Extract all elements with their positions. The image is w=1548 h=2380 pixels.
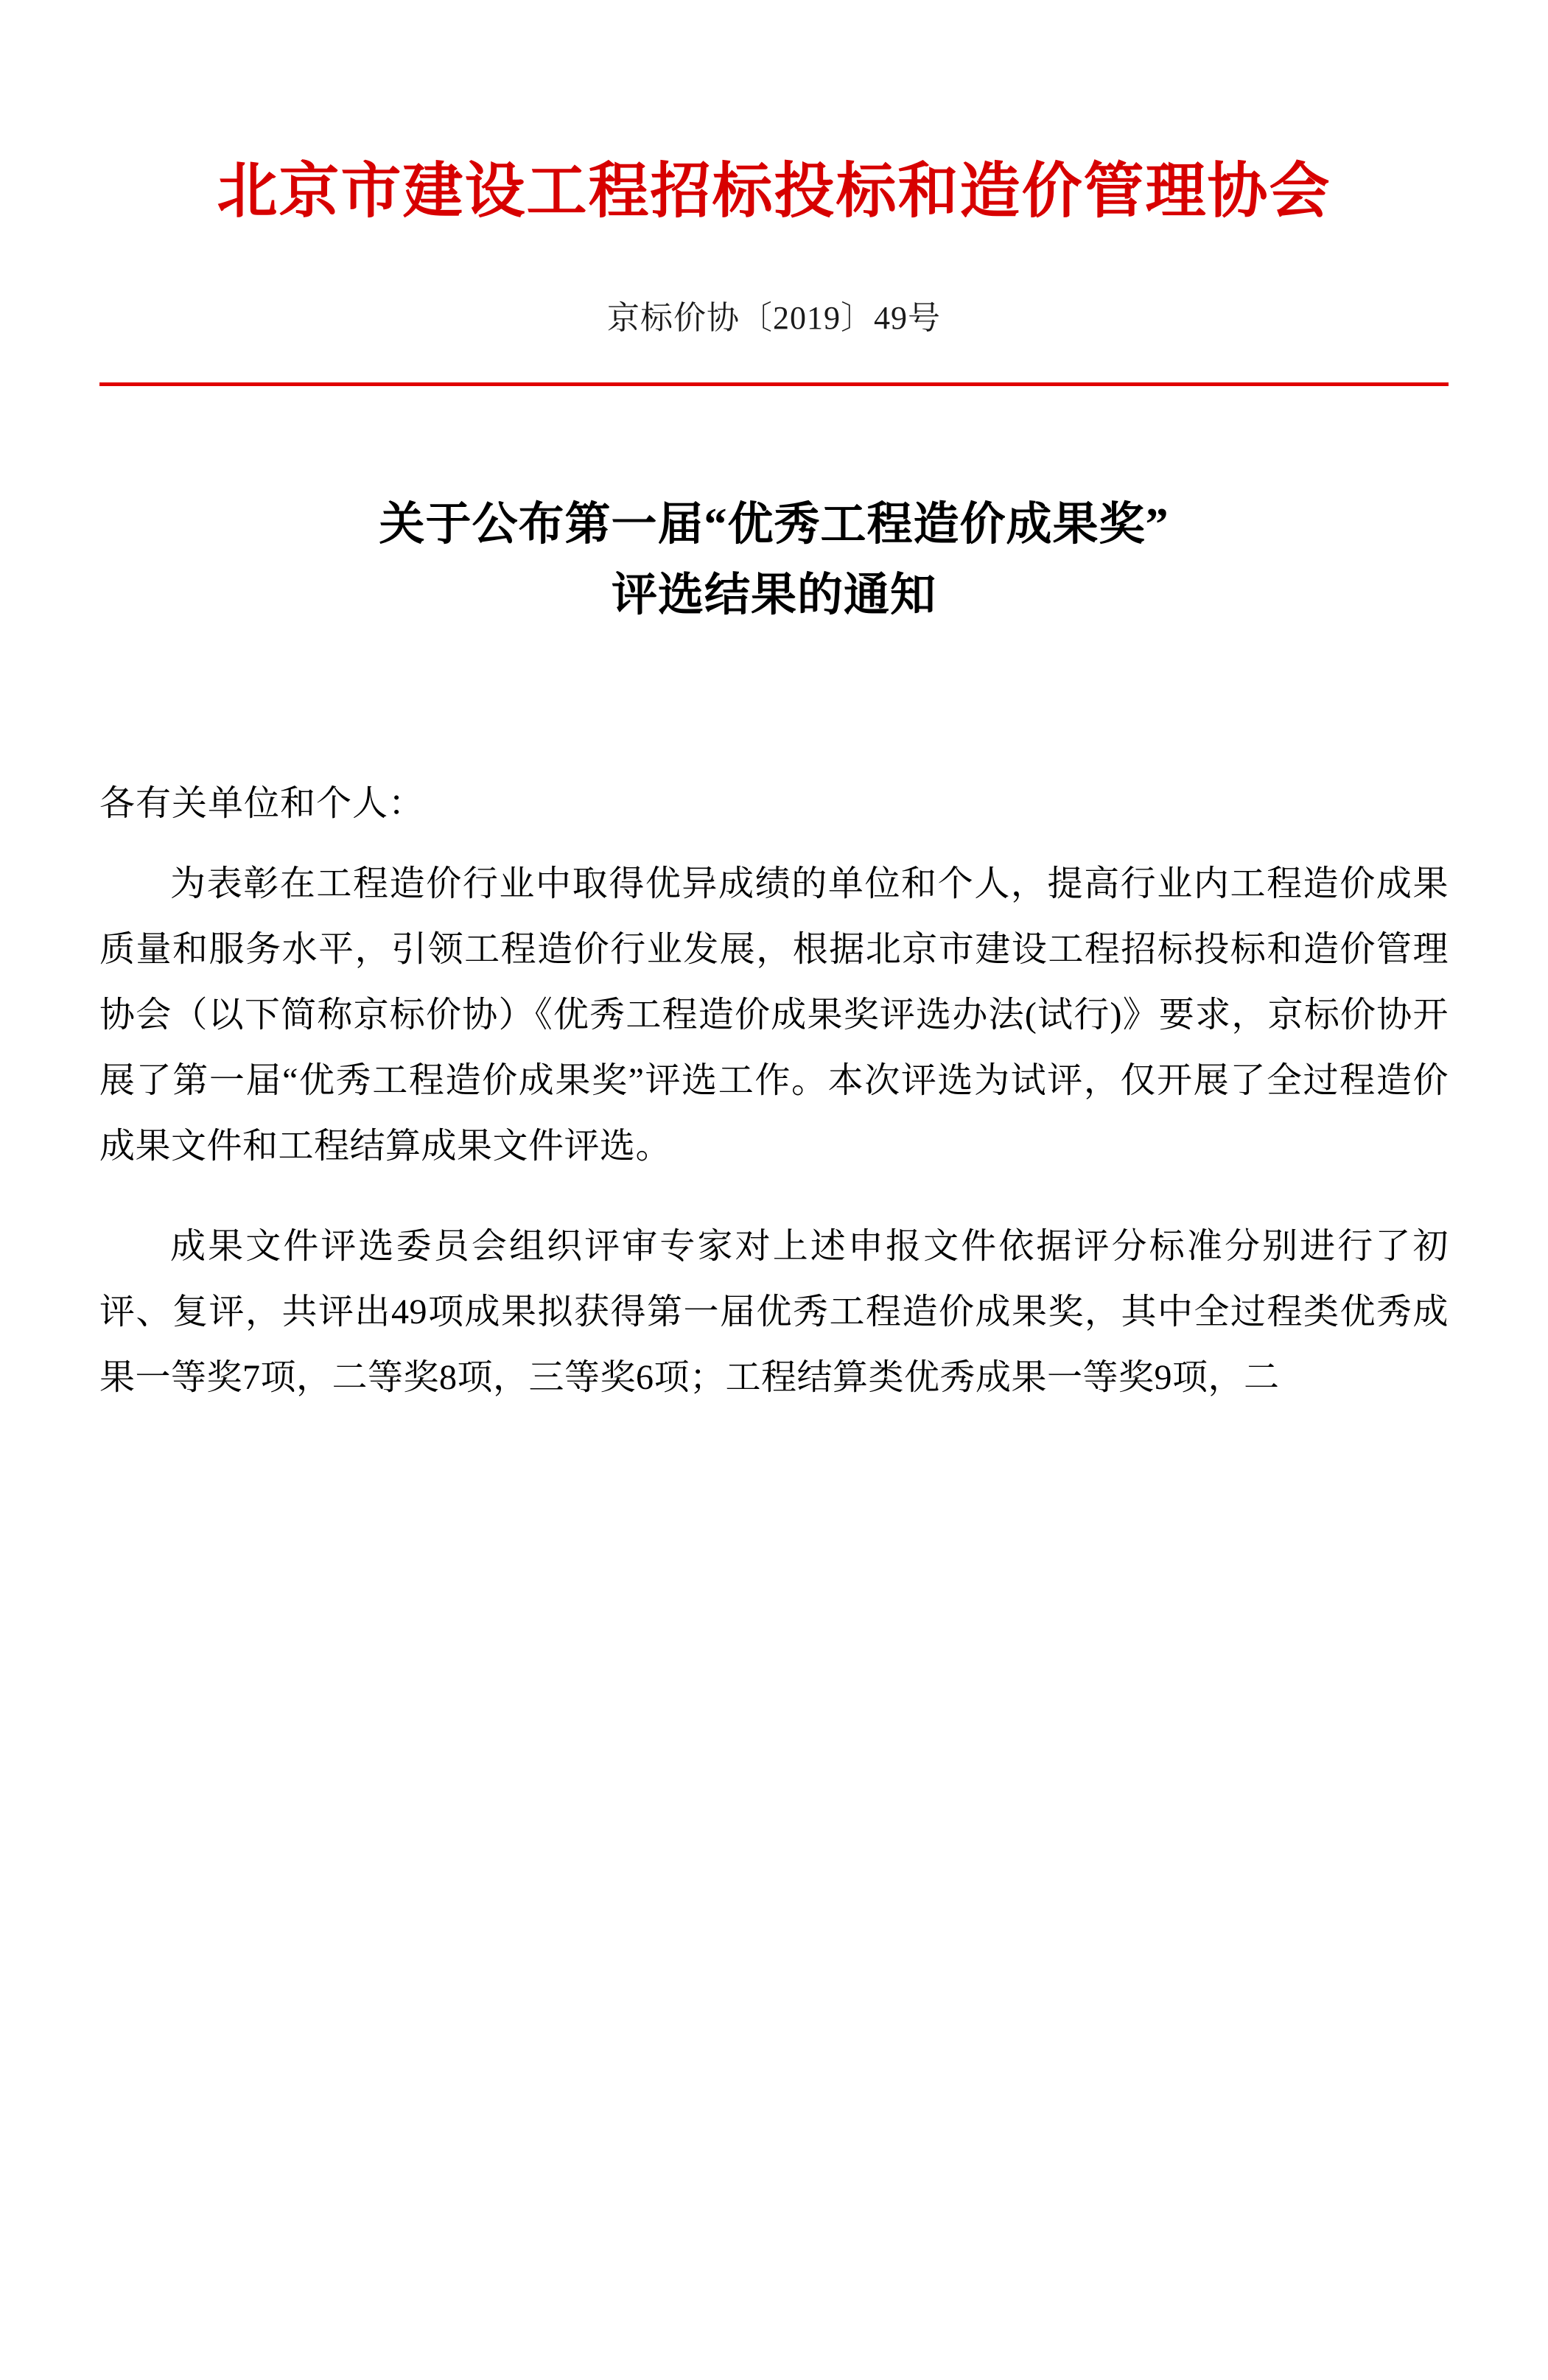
- document-title: [99, 489, 1449, 631]
- red-divider-rule: [99, 382, 1449, 386]
- salutation: 各有关单位和个人：: [99, 784, 425, 824]
- document-title-line-2: 评选结果的通知: [611, 570, 936, 621]
- document-number: 京标价协〔2019〕49号: [607, 300, 941, 337]
- body-paragraph-1: 为表彰在工程造价行业中取得优异成绩的单位和个人，提高行业内工程造价成果质量和服务水平，引领工程造价行业发展，根据北京市建设工程招标投标和造价管理协会（以下简称京标价协）《优秀工程造价成果奖评选办法(试行)》要求，京标价协开展了第一届“优秀工程造价成果奖”评选工作。本次评选为试评，仅开展了全过程造价成果文件和工程结算成果文件评选。: [99, 864, 1449, 1166]
- document-page: [0, 158, 1548, 2380]
- document-title-line-1: 关于公布第一届“优秀工程造价成果奖”: [379, 500, 1169, 550]
- organization-title: 北京市建设工程招标投标和造价管理协会: [217, 158, 1331, 225]
- body-paragraph-2: 成果文件评选委员会组织评审专家对上述申报文件依据评分标准分别进行了初评、复评，共评出49项成果拟获得第一届优秀工程造价成果奖，其中全过程类优秀成果一等奖7项，二等奖8项，三等奖6项；工程结算类优秀成果一等奖9项，二: [99, 1227, 1449, 1397]
